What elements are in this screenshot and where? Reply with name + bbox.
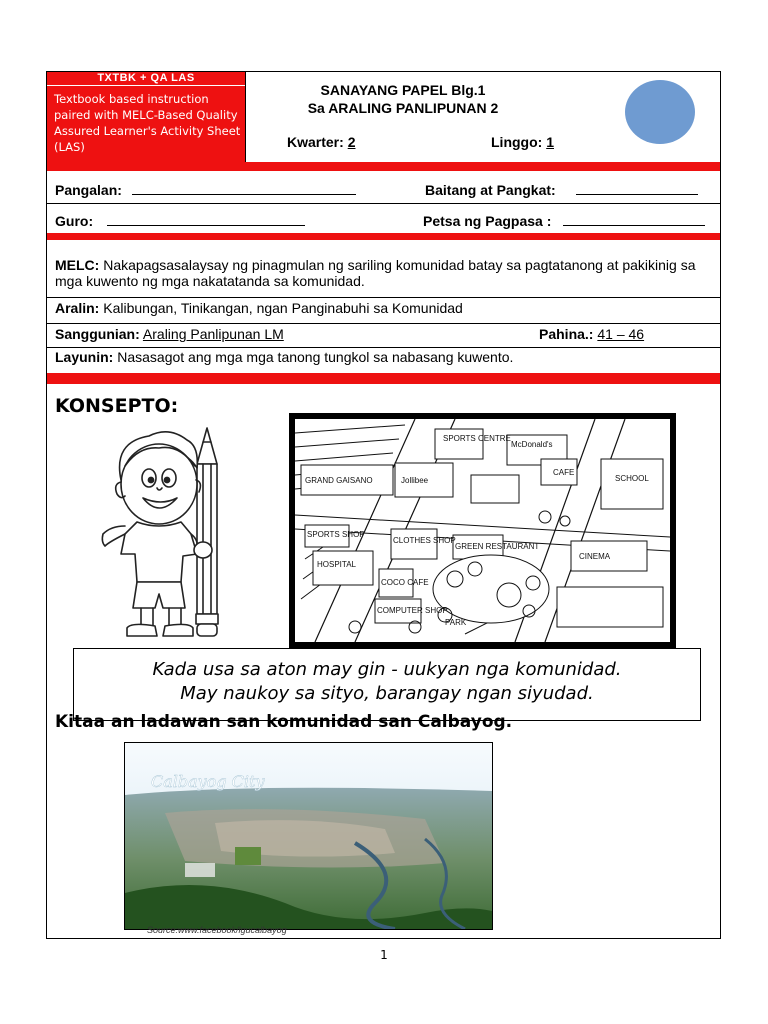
photo-source: Source:www.facebook/lgucalbayog xyxy=(147,925,287,935)
kwarter-value: 2 xyxy=(347,134,356,150)
guro-blank[interactable] xyxy=(107,212,305,226)
subject-title: Sa ARALING PANLIPUNAN 2 xyxy=(307,100,499,116)
konsepto-callout xyxy=(73,648,701,721)
kwarter-field xyxy=(287,134,355,150)
petsa-label: Petsa ng Pagpasa : xyxy=(423,213,552,229)
layunin-text: Nasasagot ang mga mga tanong tungkol sa nabasang kuwento. xyxy=(117,349,514,365)
page-number: 1 xyxy=(380,948,388,962)
baitang-row xyxy=(425,181,698,199)
map-label-clothes-shop: CLOTHES SHOP xyxy=(393,536,456,545)
kitaa-instruction: Kitaa an ladawan san komunidad san Calbayog. xyxy=(55,712,513,732)
aralin-row xyxy=(55,300,463,316)
photo-caption-logo: Calbayog City xyxy=(151,772,265,791)
map-label-cafe: CAFE xyxy=(553,468,575,477)
pahina-row xyxy=(539,326,644,342)
linggo-label: Linggo: xyxy=(491,134,543,150)
aralin-label: Aralin: xyxy=(55,300,100,316)
layunin-label: Layunin: xyxy=(55,349,114,365)
sanggunian-label: Sanggunian: xyxy=(55,326,140,342)
aralin-text: Kalibungan, Tinikangan, ngan Panginabuhi sa Komunidad xyxy=(103,300,463,316)
baitang-blank[interactable] xyxy=(576,181,698,195)
melc-text: Nakapagsasalaysay ng pinagmulan ng sariling komunidad batay sa pagtatanong at pakikinig sa mga kuwento ng mga nakatatanda sa komunidad. xyxy=(55,257,696,289)
baitang-label: Baitang at Pangkat: xyxy=(425,182,556,198)
layunin-row xyxy=(55,349,513,365)
map-label-green-restaurant: GREEN RESTAURANT xyxy=(455,542,540,551)
community-map-illustration xyxy=(289,413,676,648)
kwarter-label: Kwarter: xyxy=(287,134,344,150)
row-divider xyxy=(47,323,720,324)
map-label-hospital: HOSPITAL xyxy=(317,560,356,569)
row-divider xyxy=(47,203,720,204)
map-label-coco-cafe: COCO CAFE xyxy=(381,578,429,587)
pangalan-row xyxy=(55,181,356,199)
melc-label: MELC: xyxy=(55,257,100,273)
red-divider-2 xyxy=(47,233,720,240)
map-label-sports-shop: SPORTS SHOP xyxy=(307,530,365,539)
map-label-sports-centre: SPORTS CENTRE xyxy=(443,434,511,443)
map-label-jollibee: Jollibee xyxy=(401,476,429,485)
sanggunian-row xyxy=(55,326,284,342)
logo-circle xyxy=(625,80,695,144)
map-label-computer-shop: COMPUTER SHOP xyxy=(377,606,448,615)
pangalan-blank[interactable] xyxy=(132,181,356,195)
map-label-school: SCHOOL xyxy=(615,474,649,483)
melc-block xyxy=(55,257,705,289)
linggo-value: 1 xyxy=(546,134,554,150)
row-divider xyxy=(47,347,720,348)
linggo-field xyxy=(491,134,554,150)
map-label-park: PARK xyxy=(445,618,467,627)
map-label-cinema: CINEMA xyxy=(579,552,611,561)
calbayog-aerial-photo xyxy=(124,742,493,930)
worksheet-frame xyxy=(46,71,721,939)
txtbk-tag-box xyxy=(47,72,245,162)
callout-line-2: May naukoy sa sityo, barangay ngan siyudad. xyxy=(180,683,594,704)
petsa-row xyxy=(423,212,705,230)
callout-line-1: Kada usa sa aton may gin - uukyan nga komunidad. xyxy=(152,659,622,680)
tag-description: Textbook based instruction paired with MELC-Based Quality Assured Learner's Activity Sheet (LAS) xyxy=(54,92,241,154)
red-divider-3 xyxy=(47,373,720,384)
row-divider xyxy=(47,297,720,298)
sanggunian-text: Araling Panlipunan LM xyxy=(142,326,284,342)
worksheet-title: SANAYANG PAPEL Blg.1 xyxy=(320,82,486,98)
map-label-mcdonalds: McDonald's xyxy=(511,440,553,449)
guro-label: Guro: xyxy=(55,213,94,229)
guro-row xyxy=(55,212,305,230)
petsa-blank[interactable] xyxy=(563,212,705,226)
red-divider-1 xyxy=(47,162,720,171)
pahina-value: 41 – 46 xyxy=(597,326,645,342)
boy-with-pencil-illustration xyxy=(99,422,249,644)
map-label-grand-gaisano: GRAND GAISANO xyxy=(305,476,373,485)
pahina-label: Pahina.: xyxy=(539,326,594,342)
tag-title: TXTBK + QA LAS xyxy=(47,72,245,86)
pangalan-label: Pangalan: xyxy=(55,182,122,198)
konsepto-heading: KONSEPTO: xyxy=(55,395,179,417)
